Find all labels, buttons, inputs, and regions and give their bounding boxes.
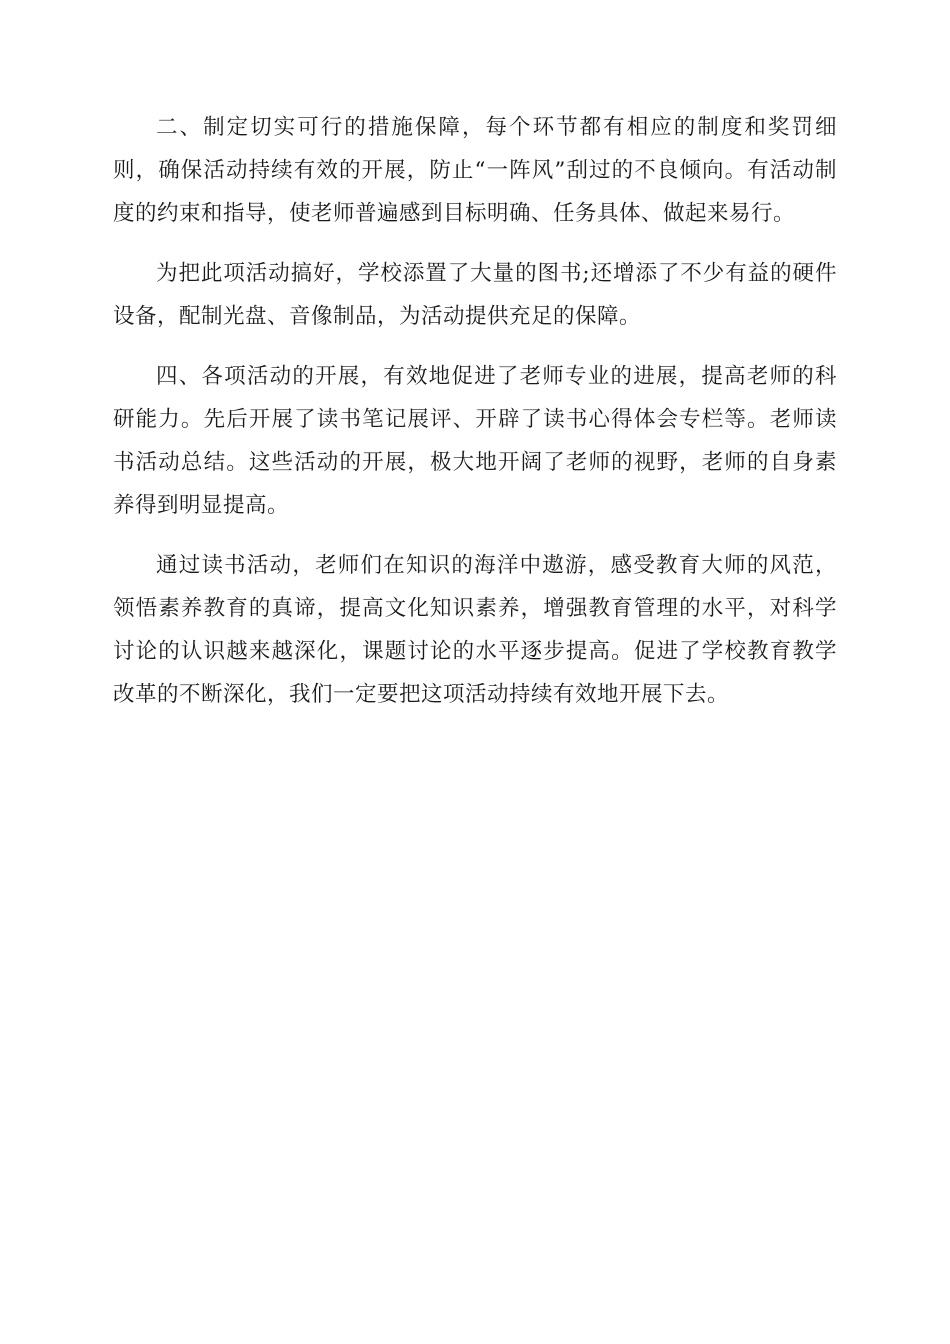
document-body (113, 106, 837, 733)
paragraph-conclusion: 通过读书活动，老师们在知识的海洋中遨游，感受教育大师的风范，领悟素养教育的真谛，提高文化知识素养，增强教育管理的水平，对科学讨论的认识越来越深化，课题讨论的水平逐步提高。促进了学校教育教学改革的不断深化，我们一定要把这项活动持续有效地开展下去。 (113, 553, 837, 707)
paragraph-resources: 为把此项活动搞好，学校添置了大量的图书;还增添了不少有益的硬件设备，配制光盘、音像制品，为活动提供充足的保障。 (113, 261, 837, 329)
paragraph-activities: 四、各项活动的开展，有效地促进了老师专业的进展，提高老师的科研能力。先后开展了读书笔记展评、开辟了读书心得体会专栏等。老师读书活动总结。这些活动的开展，极大地开阔了老师的视野，老师的自身素养得到明显提高。 (113, 364, 837, 518)
paragraph-measures: 二、制定切实可行的措施保障，每个环节都有相应的制度和奖罚细则，确保活动持续有效的开展，防止“一阵风”刮过的不良倾向。有活动制度的约束和指导，使老师普遍感到目标明确、任务具体、做起来易行。 (113, 115, 837, 226)
